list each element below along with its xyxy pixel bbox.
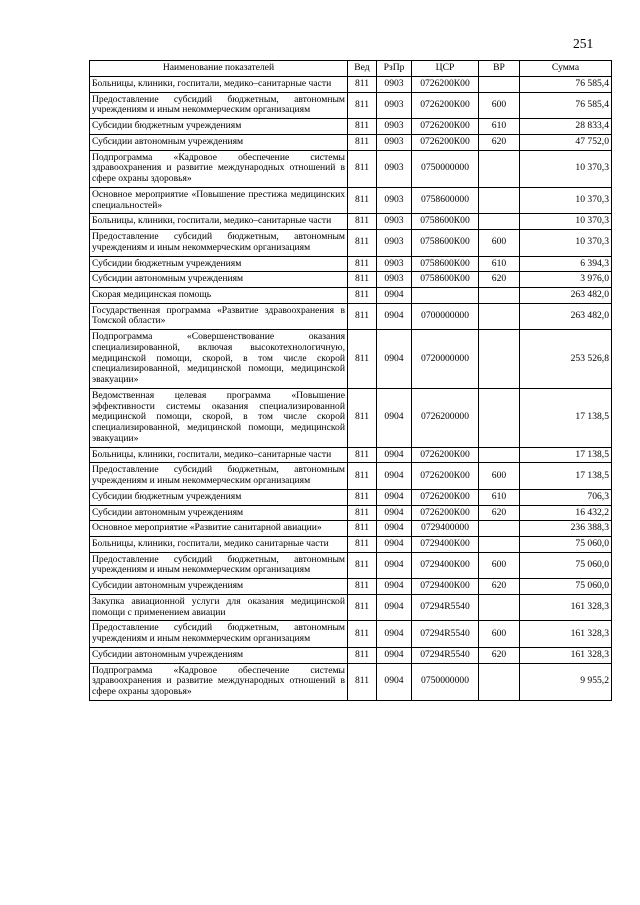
cell-rzpr: 0903 (377, 187, 412, 213)
table-row (90, 552, 612, 578)
table-row (90, 214, 612, 230)
cell-ved: 811 (348, 330, 377, 389)
cell-ved: 811 (348, 552, 377, 578)
table-row (90, 134, 612, 150)
cell-ved: 811 (348, 521, 377, 537)
cell-rzpr: 0904 (377, 663, 412, 700)
cell-rzpr: 0904 (377, 594, 412, 620)
cell-ved: 811 (348, 447, 377, 463)
cell-sum: 10 370,3 (520, 230, 612, 256)
cell-vr: 600 (479, 552, 520, 578)
cell-ved: 811 (348, 288, 377, 304)
cell-rzpr: 0904 (377, 647, 412, 663)
cell-sum: 17 138,5 (520, 447, 612, 463)
cell-name: Предоставление субсидий бюджетным, автономным учреждениям и иным некоммерческим организациям (90, 463, 348, 489)
cell-sum: 161 328,3 (520, 621, 612, 647)
table-row (90, 447, 612, 463)
cell-name: Больницы, клиники, госпитали, медико–санитарные части (90, 77, 348, 93)
table-row (90, 230, 612, 256)
cell-csr: 0726200К00 (412, 505, 479, 521)
cell-ved: 811 (348, 594, 377, 620)
cell-csr: 0758600К00 (412, 230, 479, 256)
cell-csr: 0726200К00 (412, 489, 479, 505)
cell-csr: 0729400К00 (412, 552, 479, 578)
cell-ved: 811 (348, 303, 377, 329)
table-row (90, 77, 612, 93)
header-sum: Сумма (520, 61, 612, 77)
cell-csr: 07294R5540 (412, 594, 479, 620)
cell-sum: 17 138,5 (520, 388, 612, 447)
cell-ved: 811 (348, 119, 377, 135)
cell-rzpr: 0904 (377, 388, 412, 447)
cell-csr: 0720000000 (412, 330, 479, 389)
header-name: Наименование показателей (90, 61, 348, 77)
table-row (90, 388, 612, 447)
cell-vr (479, 521, 520, 537)
cell-ved: 811 (348, 150, 377, 187)
cell-ved: 811 (348, 214, 377, 230)
cell-sum: 706,3 (520, 489, 612, 505)
cell-ved: 811 (348, 272, 377, 288)
budget-table (89, 60, 612, 701)
cell-ved: 811 (348, 388, 377, 447)
cell-ved: 811 (348, 77, 377, 93)
cell-vr: 620 (479, 134, 520, 150)
cell-vr (479, 663, 520, 700)
cell-vr: 620 (479, 505, 520, 521)
cell-sum: 161 328,3 (520, 647, 612, 663)
cell-rzpr: 0903 (377, 134, 412, 150)
cell-sum: 17 138,5 (520, 463, 612, 489)
table-row (90, 647, 612, 663)
table-row (90, 463, 612, 489)
cell-name: Субсидии бюджетным учреждениям (90, 119, 348, 135)
cell-vr (479, 77, 520, 93)
table-body (90, 77, 612, 701)
cell-vr (479, 288, 520, 304)
cell-rzpr: 0903 (377, 272, 412, 288)
cell-sum: 75 060,0 (520, 536, 612, 552)
cell-rzpr: 0904 (377, 303, 412, 329)
cell-name: Субсидии бюджетным учреждениям (90, 256, 348, 272)
cell-ved: 811 (348, 663, 377, 700)
cell-name: Предоставление субсидий бюджетным, автономным учреждениям и иным некоммерческим организациям (90, 621, 348, 647)
cell-ved: 811 (348, 256, 377, 272)
cell-rzpr: 0904 (377, 521, 412, 537)
cell-rzpr: 0904 (377, 489, 412, 505)
table-header-row (90, 61, 612, 77)
cell-csr: 0729400К00 (412, 579, 479, 595)
cell-vr (479, 330, 520, 389)
cell-rzpr: 0904 (377, 505, 412, 521)
cell-vr (479, 447, 520, 463)
header-vr: ВР (479, 61, 520, 77)
page-number: 251 (573, 36, 594, 51)
table-row (90, 663, 612, 700)
cell-sum: 10 370,3 (520, 214, 612, 230)
cell-name: Больницы, клиники, госпитали, медико–санитарные части (90, 447, 348, 463)
cell-rzpr: 0904 (377, 579, 412, 595)
cell-name: Субсидии автономным учреждениям (90, 579, 348, 595)
cell-rzpr: 0903 (377, 150, 412, 187)
cell-sum: 161 328,3 (520, 594, 612, 620)
cell-ved: 811 (348, 489, 377, 505)
cell-vr (479, 594, 520, 620)
cell-sum: 75 060,0 (520, 552, 612, 578)
cell-csr: 0750000000 (412, 150, 479, 187)
cell-csr: 0758600К00 (412, 272, 479, 288)
cell-rzpr: 0904 (377, 552, 412, 578)
cell-name: Основное мероприятие «Повышение престижа медицинских специальностей» (90, 187, 348, 213)
cell-rzpr: 0903 (377, 230, 412, 256)
table-row (90, 187, 612, 213)
cell-vr: 600 (479, 621, 520, 647)
table-row (90, 505, 612, 521)
cell-sum: 75 060,0 (520, 579, 612, 595)
cell-vr: 600 (479, 230, 520, 256)
cell-rzpr: 0904 (377, 447, 412, 463)
cell-rzpr: 0904 (377, 536, 412, 552)
cell-ved: 811 (348, 134, 377, 150)
cell-vr: 610 (479, 119, 520, 135)
cell-name: Субсидии бюджетным учреждениям (90, 489, 348, 505)
cell-name: Больницы, клиники, госпитали, медико санитарные части (90, 536, 348, 552)
cell-vr: 620 (479, 272, 520, 288)
cell-vr (479, 536, 520, 552)
cell-sum: 253 526,8 (520, 330, 612, 389)
table-row (90, 521, 612, 537)
cell-csr: 0726200К00 (412, 92, 479, 118)
cell-vr (479, 187, 520, 213)
table-row (90, 536, 612, 552)
cell-csr: 07294R5540 (412, 647, 479, 663)
cell-csr: 0758600К00 (412, 214, 479, 230)
table-row (90, 150, 612, 187)
table-row (90, 119, 612, 135)
cell-csr: 0726200К00 (412, 134, 479, 150)
table-row (90, 303, 612, 329)
cell-vr (479, 150, 520, 187)
table-row (90, 579, 612, 595)
cell-ved: 811 (348, 536, 377, 552)
cell-sum: 76 585,4 (520, 92, 612, 118)
cell-name: Субсидии автономным учреждениям (90, 272, 348, 288)
table-row (90, 330, 612, 389)
cell-ved: 811 (348, 230, 377, 256)
table-row (90, 256, 612, 272)
cell-csr: 0726200К00 (412, 77, 479, 93)
table-row (90, 92, 612, 118)
cell-vr: 620 (479, 579, 520, 595)
cell-sum: 16 432,2 (520, 505, 612, 521)
cell-sum: 10 370,3 (520, 150, 612, 187)
cell-ved: 811 (348, 647, 377, 663)
cell-name: Подпрограмма «Кадровое обеспечение системы здравоохранения и развитие международных отношений в сфере охраны здоровья» (90, 663, 348, 700)
cell-name: Предоставление субсидий бюджетным, автономным учреждениям и иным некоммерческим организациям (90, 552, 348, 578)
cell-name: Закупка авиационной услуги для оказания медицинской помощи с применением авиации (90, 594, 348, 620)
table-row (90, 489, 612, 505)
cell-csr: 0729400К00 (412, 536, 479, 552)
cell-vr (479, 214, 520, 230)
cell-csr: 0700000000 (412, 303, 479, 329)
cell-rzpr: 0904 (377, 463, 412, 489)
cell-csr: 0726200000 (412, 388, 479, 447)
table-row (90, 621, 612, 647)
cell-csr: 0726200К00 (412, 447, 479, 463)
cell-name: Субсидии автономным учреждениям (90, 134, 348, 150)
header-csr: ЦСР (412, 61, 479, 77)
cell-vr (479, 303, 520, 329)
cell-sum: 76 585,4 (520, 77, 612, 93)
cell-rzpr: 0904 (377, 621, 412, 647)
cell-vr (479, 388, 520, 447)
cell-sum: 263 482,0 (520, 303, 612, 329)
cell-csr: 0758600К00 (412, 256, 479, 272)
cell-csr: 0758600000 (412, 187, 479, 213)
cell-sum: 28 833,4 (520, 119, 612, 135)
cell-csr: 0726200К00 (412, 119, 479, 135)
cell-name: Государственная программа «Развитие здравоохранения в Томской области» (90, 303, 348, 329)
cell-rzpr: 0903 (377, 92, 412, 118)
cell-name: Предоставление субсидий бюджетным, автономным учреждениям и иным некоммерческим организациям (90, 92, 348, 118)
cell-name: Больницы, клиники, госпитали, медико–санитарные части (90, 214, 348, 230)
cell-name: Скорая медицинская помощь (90, 288, 348, 304)
cell-name: Субсидии автономным учреждениям (90, 505, 348, 521)
cell-ved: 811 (348, 187, 377, 213)
cell-rzpr: 0903 (377, 214, 412, 230)
cell-name: Основное мероприятие «Развитие санитарной авиации» (90, 521, 348, 537)
cell-csr: 0726200К00 (412, 463, 479, 489)
cell-vr: 610 (479, 256, 520, 272)
cell-sum: 3 976,0 (520, 272, 612, 288)
cell-vr: 610 (479, 489, 520, 505)
cell-sum: 9 955,2 (520, 663, 612, 700)
cell-sum: 10 370,3 (520, 187, 612, 213)
cell-vr: 600 (479, 92, 520, 118)
cell-sum: 6 394,3 (520, 256, 612, 272)
cell-rzpr: 0903 (377, 119, 412, 135)
cell-sum: 47 752,0 (520, 134, 612, 150)
cell-sum: 236 388,3 (520, 521, 612, 537)
cell-name: Подпрограмма «Совершенствование оказания специализированной, включая высокотехнологичную, медицинской помощи, скорой, в том числе скорой специализированной, медицинской помощи, медицинской эвакуации» (90, 330, 348, 389)
cell-ved: 811 (348, 92, 377, 118)
cell-vr: 620 (479, 647, 520, 663)
cell-ved: 811 (348, 505, 377, 521)
cell-name: Предоставление субсидий бюджетным, автономным учреждениям и иным некоммерческим организациям (90, 230, 348, 256)
cell-csr: 07294R5540 (412, 621, 479, 647)
cell-ved: 811 (348, 621, 377, 647)
table-row (90, 272, 612, 288)
table-row (90, 288, 612, 304)
cell-sum: 263 482,0 (520, 288, 612, 304)
cell-name: Подпрограмма «Кадровое обеспечение системы здравоохранения и развитие международных отношений в сфере охраны здоровья» (90, 150, 348, 187)
cell-ved: 811 (348, 579, 377, 595)
cell-name: Ведомственная целевая программа «Повышение эффективности системы оказания специализированной медицинской помощи, скорой, в том числе скорой специализированной, медицинской помощи, медицинской эвакуации» (90, 388, 348, 447)
header-rzpr: РзПр (377, 61, 412, 77)
cell-ved: 811 (348, 463, 377, 489)
cell-csr: 0729400000 (412, 521, 479, 537)
header-ved: Вед (348, 61, 377, 77)
cell-csr (412, 288, 479, 304)
cell-rzpr: 0903 (377, 77, 412, 93)
cell-vr: 600 (479, 463, 520, 489)
cell-csr: 0750000000 (412, 663, 479, 700)
table-row (90, 594, 612, 620)
cell-rzpr: 0904 (377, 288, 412, 304)
cell-name: Субсидии автономным учреждениям (90, 647, 348, 663)
cell-rzpr: 0904 (377, 330, 412, 389)
cell-rzpr: 0903 (377, 256, 412, 272)
